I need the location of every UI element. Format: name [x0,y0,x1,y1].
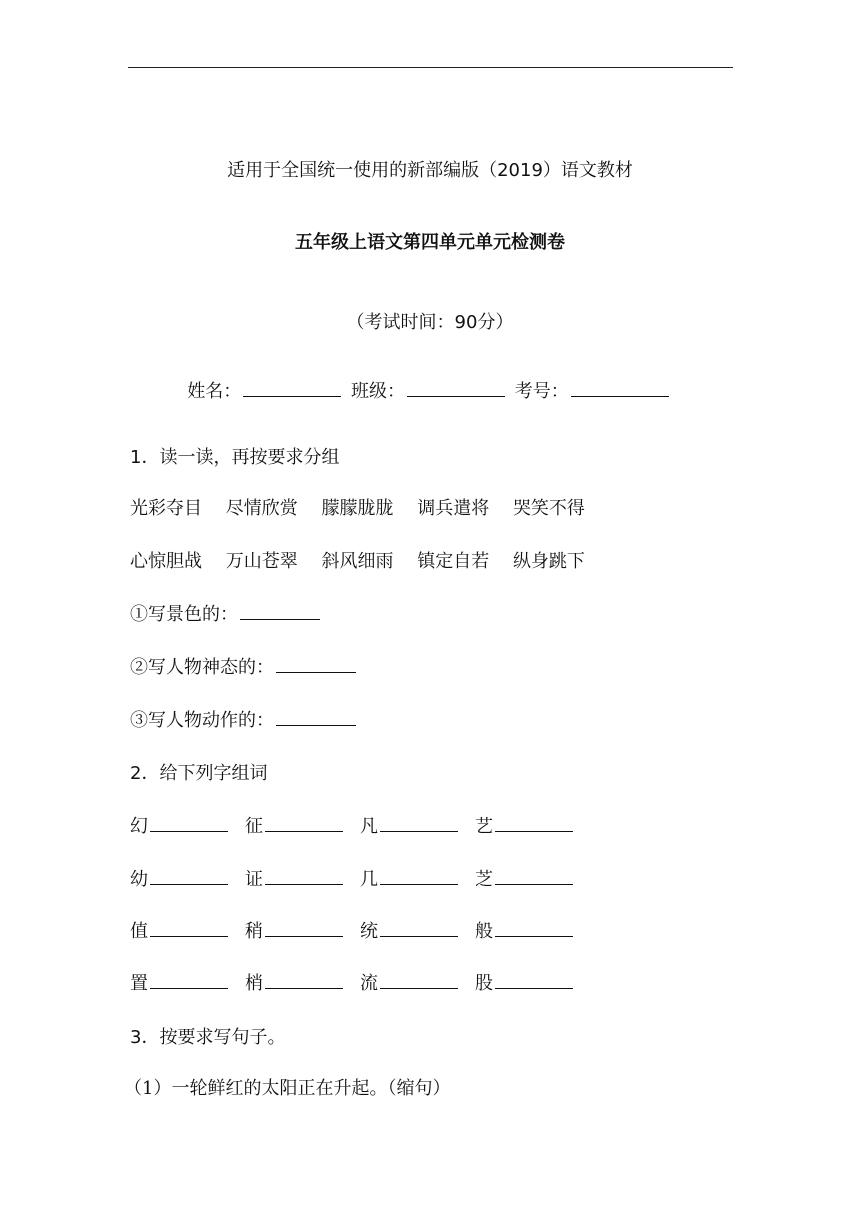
answer-blank[interactable] [380,817,458,832]
word-item: 尽情欣赏 [225,498,298,519]
q2-row-4 [130,969,590,995]
q1-item-expression [130,653,356,679]
answer-blank[interactable] [495,922,573,937]
answer-blank[interactable] [265,817,343,832]
answer-blank[interactable] [495,817,573,832]
char-item: 梢 [245,973,263,994]
answer-blank[interactable] [380,870,458,885]
student-info-line [0,377,860,403]
char-item: 凡 [360,816,378,837]
q1-item-scenery [130,600,320,626]
char-item: 艺 [475,816,493,837]
char-item: 般 [475,921,493,942]
answer-blank[interactable] [150,870,228,885]
char-item: 统 [360,921,378,942]
answer-blank[interactable] [495,870,573,885]
q1-item-action [130,706,356,732]
word-item: 纵身跳下 [512,551,585,572]
answer-blank[interactable] [150,922,228,937]
q3-item-1: （1）一轮鲜红的太阳正在升起。（缩句） [124,1078,451,1099]
q1-prompt: 1．读一读，再按要求分组 [130,447,340,468]
answer-blank[interactable] [380,922,458,937]
char-item: 股 [475,973,493,994]
char-item: 值 [130,921,148,942]
answer-blank[interactable] [265,974,343,989]
word-item: 朦朦胧胧 [321,498,394,519]
q2-prompt: 2．给下列字组词 [130,763,268,784]
answer-blank[interactable] [265,922,343,937]
q1-item-label: ②写人物神态的： [130,657,274,678]
char-item: 征 [245,816,263,837]
name-field[interactable] [243,382,341,397]
q1-word-row-1 [130,494,585,520]
q1-item-label: ①写景色的： [130,604,238,625]
q1-item-label: ③写人物动作的： [130,710,274,731]
word-item: 哭笑不得 [512,498,585,519]
q1-word-row-2 [130,547,585,573]
q2-row-2 [130,865,590,891]
char-item: 稍 [245,921,263,942]
exam-time: （考试时间：90分） [346,312,514,333]
exam-title: 五年级上语文第四单元单元检测卷 [295,232,565,253]
name-label: 姓名： [187,381,242,402]
word-item: 斜风细雨 [321,551,394,572]
char-item: 证 [245,869,263,890]
q2-row-3 [130,917,590,943]
char-item: 幻 [130,816,148,837]
word-item: 镇定自若 [417,551,490,572]
word-item: 光彩夺目 [130,498,202,519]
char-item: 幼 [130,869,148,890]
answer-blank[interactable] [380,974,458,989]
char-item: 几 [360,869,378,890]
answer-blank[interactable] [495,974,573,989]
answer-blank[interactable] [276,658,356,673]
class-label: 班级： [351,381,405,402]
answer-blank[interactable] [150,817,228,832]
textbook-subtitle: 适用于全国统一使用的新部编版（2019）语文教材 [227,160,633,181]
answer-blank[interactable] [240,605,320,620]
header-rule [128,67,733,68]
char-item: 芝 [475,869,493,890]
word-item: 调兵遣将 [417,498,490,519]
char-item: 置 [130,973,148,994]
answer-blank[interactable] [276,711,356,726]
class-field[interactable] [407,382,505,397]
number-label: 考号： [514,381,569,402]
word-item: 万山苍翠 [225,551,298,572]
q2-row-1 [130,812,590,838]
word-item: 心惊胆战 [130,551,202,572]
q3-prompt: 3．按要求写句子。 [130,1027,286,1048]
answer-blank[interactable] [150,974,228,989]
answer-blank[interactable] [265,870,343,885]
char-item: 流 [360,973,378,994]
number-field[interactable] [571,382,669,397]
